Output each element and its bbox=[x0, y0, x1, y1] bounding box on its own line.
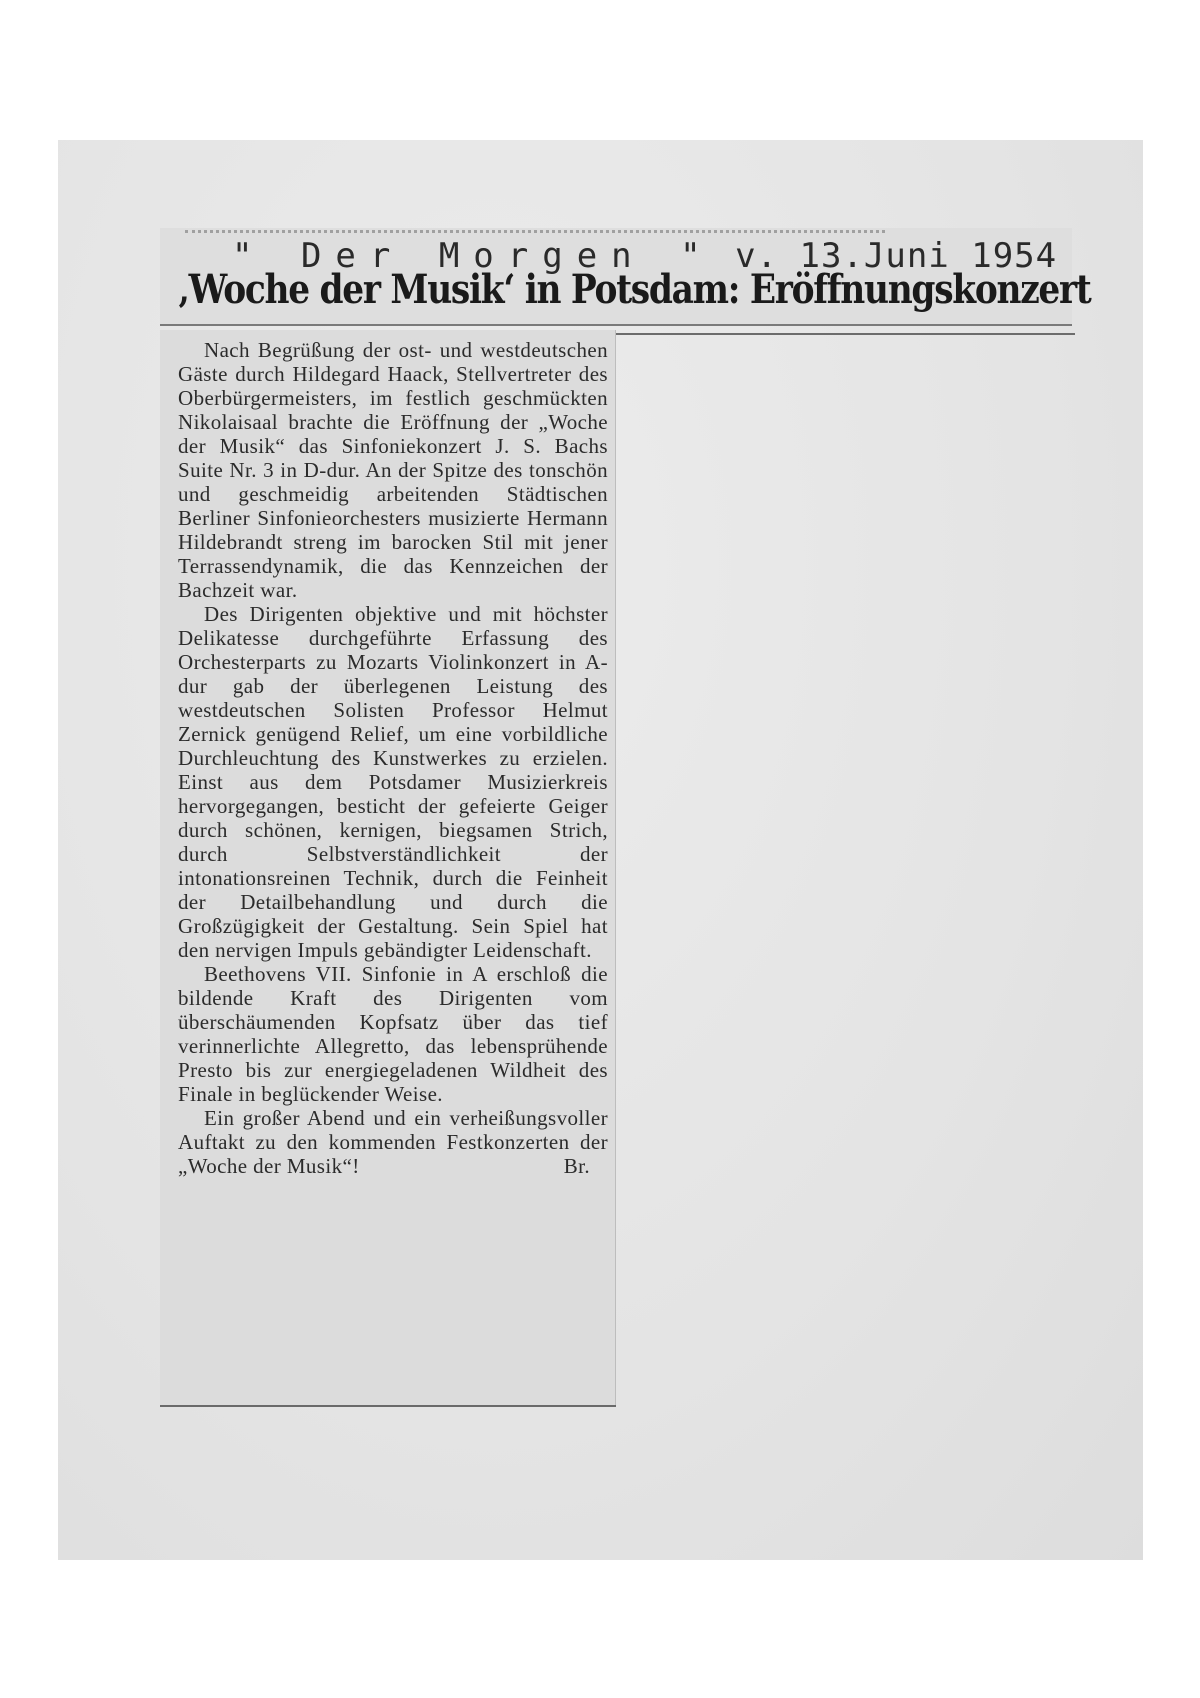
closing-text: Ein großer Abend und ein verheißungsvoller Auftakt zu den kommenden Festkonzerten der „Woche der Musik“! bbox=[178, 1106, 608, 1178]
article-paragraph: Nach Begrüßung der ost- und westdeutschen Gäste durch Hildegard Haack, Stellvertreter des Oberbürgermeisters, im festlich geschmückten Nikolaisaal brachte die Eröffnung der „Woche der Musik“ das Sinfoniekonzert J. S. Bachs Suite Nr. 3 in D-dur. An der Spitze des tonschön und geschmeidig arbeitenden Städtischen Berliner Sinfonieorchesters musizierte Hermann Hildebrandt streng im barocken Stil mit jener Terrassendynamik, die das Kennzeichen der Bachzeit war. bbox=[178, 338, 608, 602]
article-paragraph: Des Dirigenten objektive und mit höchster Delikatesse durchgeführte Erfassung des Orchesterparts zu Mozarts Violinkonzert in A-dur gab der überlegenen Leistung des westdeutschen Solisten Professor Helmut Zernick genügend Relief, um eine vorbildliche Durchleuchtung des Kunstwerkes zu erzielen. Einst aus dem Potsdamer Musizierkreis hervorgegangen, besticht der gefeierte Geiger durch schönen, kernigen, biegsamen Strich, durch Selbstverständlichkeit der intonationsreinen Technik, durch die Feinheit der Detailbehandlung und durch die Großzügigkeit der Gestaltung. Sein Spiel hat den nervigen Impuls gebändigter Leidenschaft. bbox=[178, 602, 608, 962]
headline-rule bbox=[615, 333, 1075, 335]
article-paragraph-final bbox=[178, 1106, 608, 1178]
publication-date: v. 13.Juni 1954 bbox=[735, 236, 1058, 276]
author-byline: Br. bbox=[563, 1154, 590, 1178]
article-headline: ‚Woche der Musik‘ in Potsdam: Eröffnungskonzert bbox=[178, 266, 1091, 313]
article-body bbox=[178, 338, 608, 1178]
article-paragraph: Beethovens VII. Sinfonie in A erschloß die bildende Kraft des Dirigenten vom überschäumenden Kopfsatz über das tief verinnerlichte Allegretto, das lebensprühende Presto bis zur energiegeladenen Wildheit des Finale in beglückender Weise. bbox=[178, 962, 608, 1106]
newspaper-name: " Der Morgen " bbox=[232, 236, 715, 276]
article-bottom-rule bbox=[160, 1405, 616, 1407]
